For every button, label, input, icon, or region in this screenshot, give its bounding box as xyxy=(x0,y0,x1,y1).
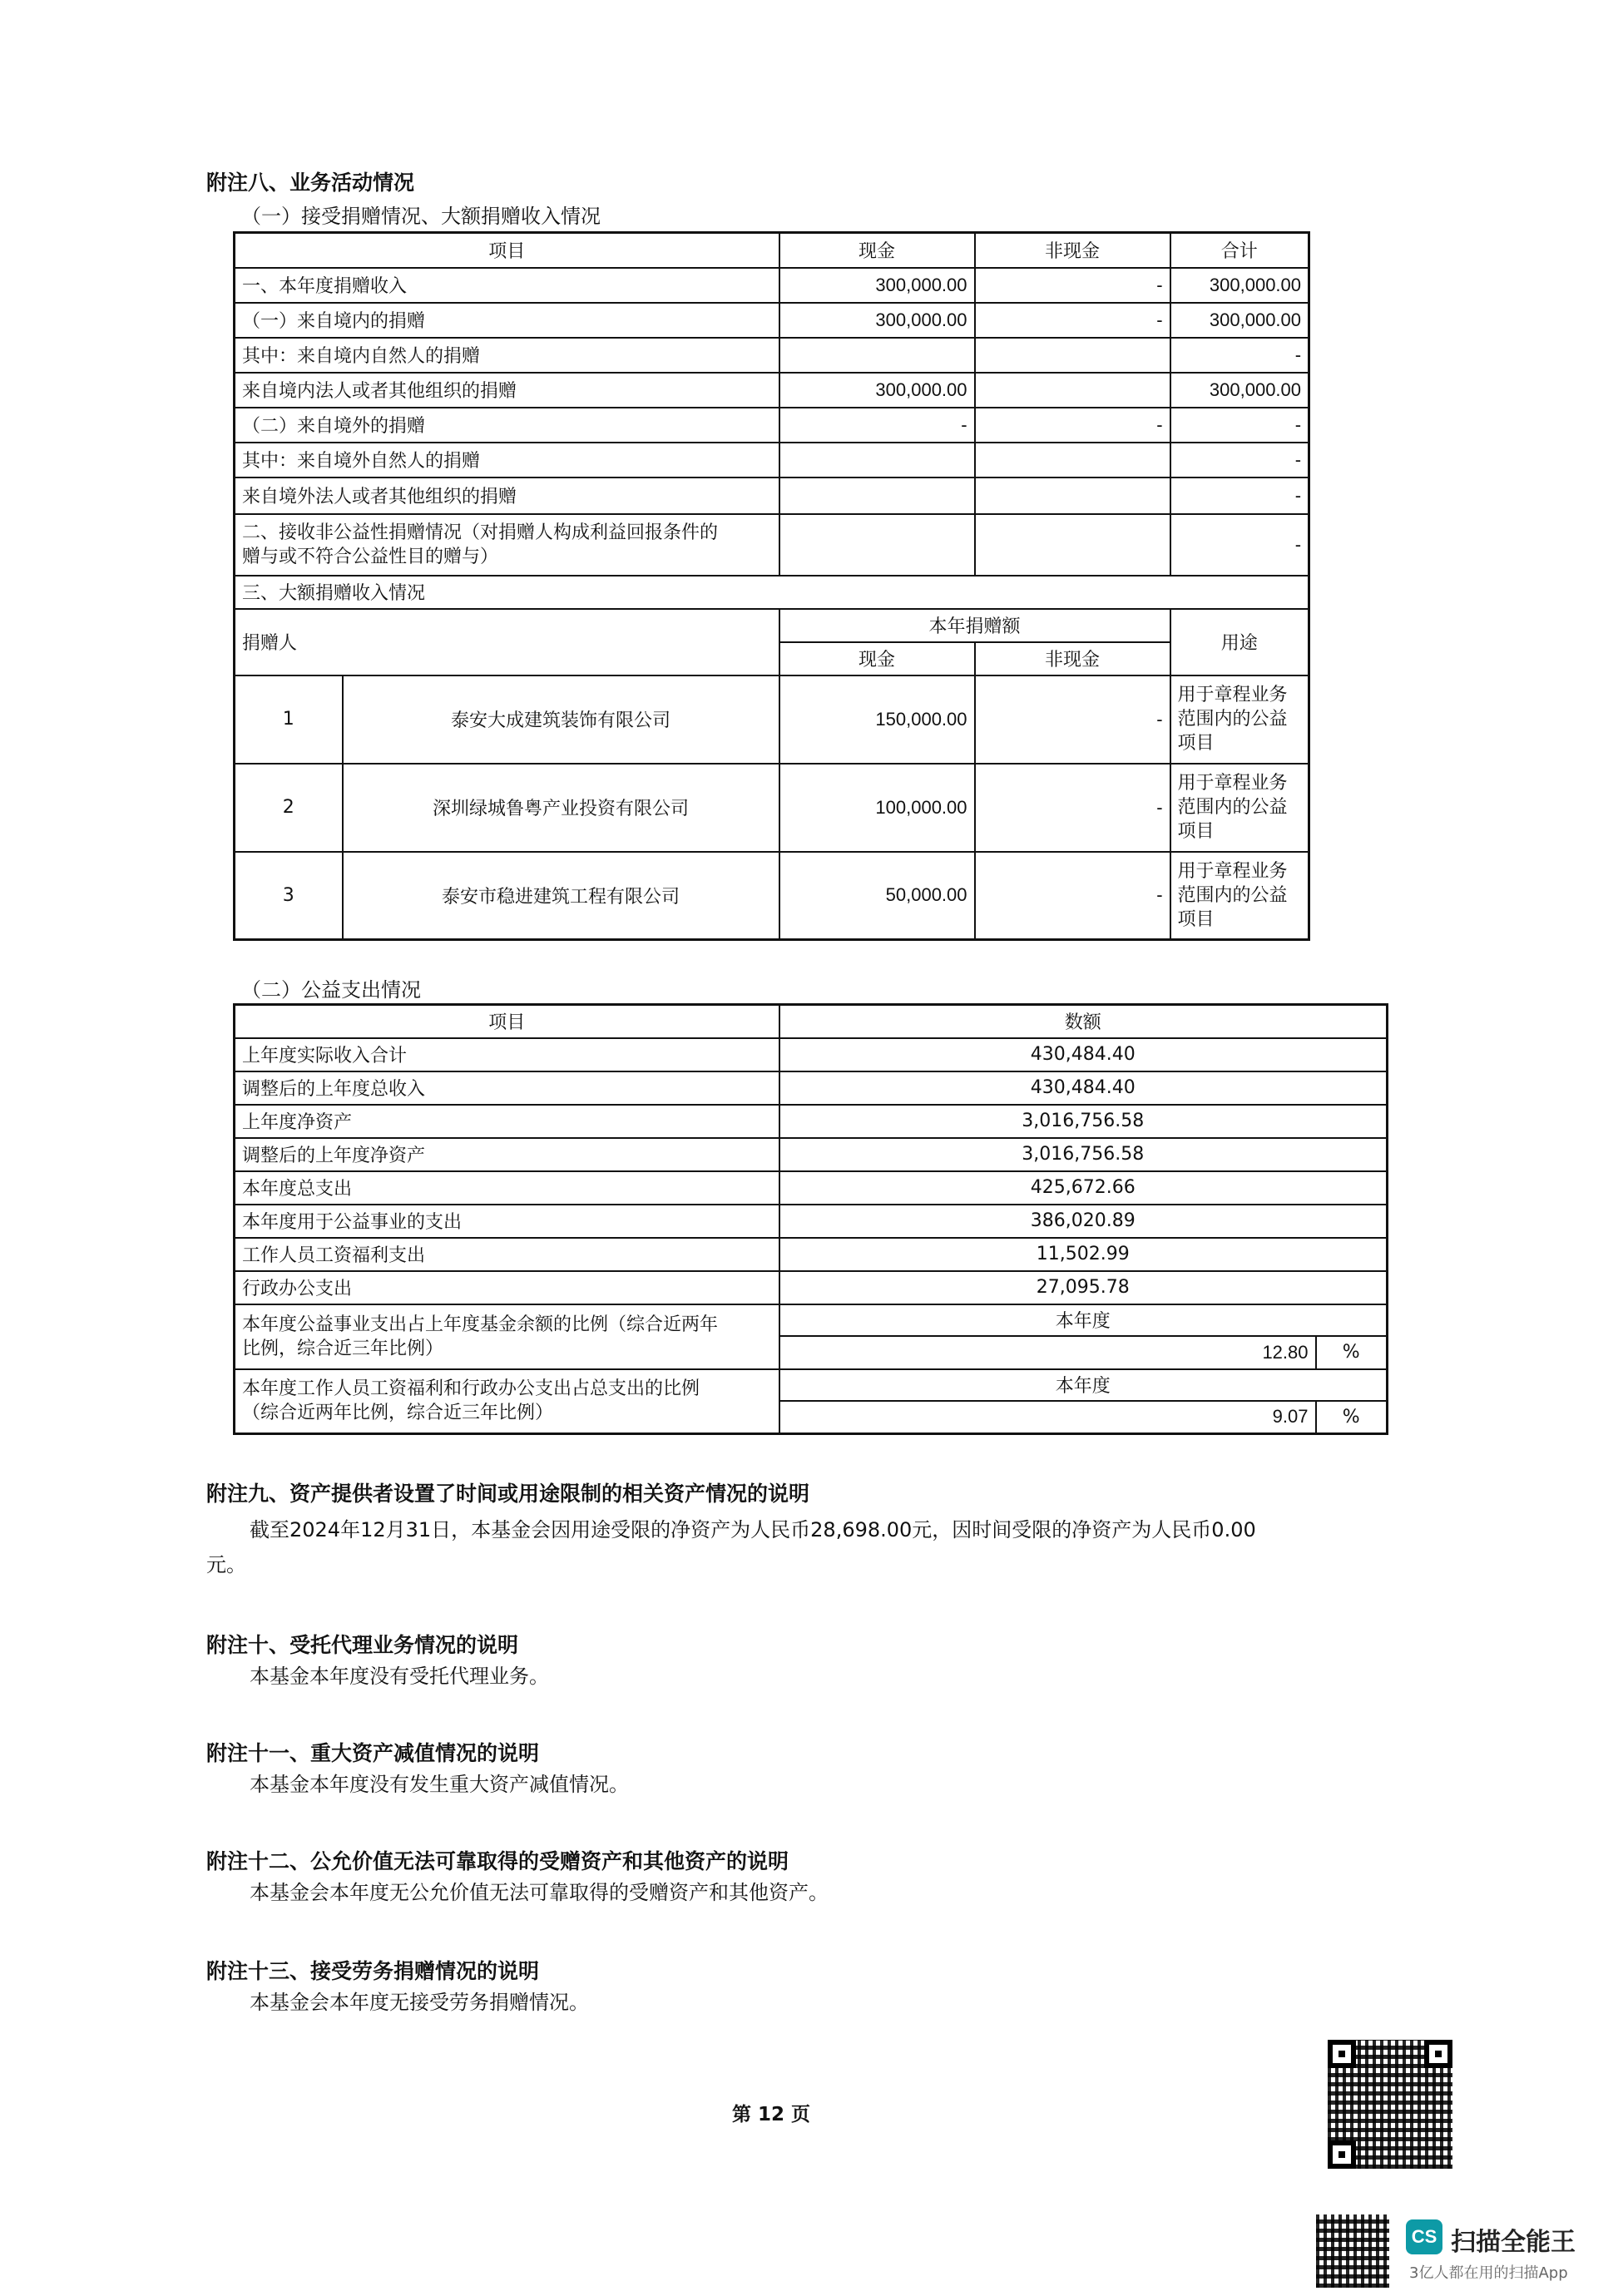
table-row: 一、本年度捐赠收入 300,000.00 - 300,000.00 xyxy=(235,268,1309,303)
qr-finder-icon xyxy=(1328,2140,1356,2169)
table-row: 上年度实际收入合计 430,484.40 xyxy=(235,1038,1388,1071)
note12-body: 本基金会本年度无公允价值无法可靠取得的受赠资产和其他资产。 xyxy=(250,1881,829,1904)
note11-body: 本基金本年度没有发生重大资产减值情况。 xyxy=(250,1773,629,1796)
donor-header: 捐赠人 xyxy=(235,609,779,675)
qr-finder-icon xyxy=(1328,2040,1356,2068)
note10-body: 本基金本年度没有受托代理业务。 xyxy=(250,1665,549,1688)
expenditure-table xyxy=(233,1003,1388,1435)
ratio1-label xyxy=(235,1304,779,1369)
ratio1-year: 本年度 xyxy=(779,1304,1388,1336)
note13-title: 附注十三、接受劳务捐赠情况的说明 xyxy=(206,1959,540,1983)
table-row: 来自境内法人或者其他组织的捐赠 300,000.00 300,000.00 xyxy=(235,373,1309,408)
ratio2-label-line1: 本年度工作人员工资福利和行政办公支出占总支出的比例 xyxy=(242,1378,700,1400)
ratio2-label-line2: （综合近两年比例，综合近三年比例） xyxy=(242,1403,554,1424)
ratio1-label-line1: 本年度公益事业支出占上年度基金余额的比例（综合近两年 xyxy=(242,1314,719,1335)
note9-line1: 截至2024年12月31日，本基金会因用途受限的净资产为人民币28,698.00元，因时间受限的净资产为人民币0.00 xyxy=(250,1518,1256,1541)
table-row: 工作人员工资福利支出 11,502.99 xyxy=(235,1238,1388,1271)
header-noncash: 非现金 xyxy=(975,233,1170,268)
table-row: 本年度用于公益事业的支出 386,020.89 xyxy=(235,1205,1388,1238)
note9-line2: 元。 xyxy=(206,1553,246,1576)
header-total: 合计 xyxy=(1170,233,1309,268)
large-donation-title: 三、大额捐赠收入情况 xyxy=(235,576,1309,609)
ratio2-year: 本年度 xyxy=(779,1369,1388,1401)
nonpublic-label-line1: 二、接收非公益性捐赠情况（对捐赠人构成利益回报条件的 xyxy=(242,522,719,543)
note9-title: 附注九、资产提供者设置了时间或用途限制的相关资产情况的说明 xyxy=(206,1482,810,1506)
nonpublic-label-line2: 赠与或不符合公益性目的赠与） xyxy=(242,546,499,567)
watermark-slogan: 3亿人都在用的扫描App xyxy=(1409,2264,1568,2282)
table-row: （一）来自境内的捐赠 300,000.00 - 300,000.00 xyxy=(235,303,1309,338)
ratio2-label xyxy=(235,1369,779,1434)
note12-title: 附注十二、公允价值无法可靠取得的受赠资产和其他资产的说明 xyxy=(206,1849,789,1873)
note11-title: 附注十一、重大资产减值情况的说明 xyxy=(206,1741,540,1765)
donor-row: 2 深圳绿城鲁粤产业投资有限公司 100,000.00 - 用于章程业务范围内的公益项目 xyxy=(235,764,1309,852)
note13-body: 本基金会本年度无接受劳务捐赠情况。 xyxy=(250,1991,589,2014)
donation-table xyxy=(233,231,1310,941)
watermark-brand: 扫描全能王 xyxy=(1451,2228,1576,2257)
note8-sub1: （一）接受捐赠情况、大额捐赠收入情况 xyxy=(241,205,601,228)
nonpublic-total: - xyxy=(1170,514,1309,576)
table-row: （二）来自境外的捐赠 - - - xyxy=(235,408,1309,443)
donor-cash-header: 现金 xyxy=(779,642,975,675)
header-item: 项目 xyxy=(235,233,779,268)
ratio1-percent: % xyxy=(1316,1336,1388,1369)
page-number: 第 12 页 xyxy=(732,2104,811,2125)
ratio2-percent: % xyxy=(1316,1401,1388,1434)
table-row: 行政办公支出 27,095.78 xyxy=(235,1271,1388,1304)
table-row: 其中：来自境内自然人的捐赠 - xyxy=(235,338,1309,373)
qr-finder-icon xyxy=(1424,2040,1452,2068)
exp-header-item: 项目 xyxy=(235,1005,779,1038)
ratio1-label-line2: 比例，综合近三年比例） xyxy=(242,1338,444,1359)
purpose-header: 用途 xyxy=(1170,609,1309,675)
ratio2-value: 9.07 xyxy=(779,1401,1316,1434)
donor-row: 3 泰安市稳进建筑工程有限公司 50,000.00 - 用于章程业务范围内的公益项目 xyxy=(235,852,1309,940)
nonpublic-row xyxy=(235,514,1309,576)
table-row: 本年度总支出 425,672.66 xyxy=(235,1171,1388,1205)
table-row: 调整后的上年度总收入 430,484.40 xyxy=(235,1071,1388,1105)
note10-title: 附注十、受托代理业务情况的说明 xyxy=(206,1633,519,1657)
ratio1-value: 12.80 xyxy=(779,1336,1316,1369)
exp-header-value: 数额 xyxy=(779,1005,1388,1038)
table-row: 其中：来自境外自然人的捐赠 - xyxy=(235,443,1309,478)
note8-title: 附注八、业务活动情况 xyxy=(206,171,415,195)
table-row: 上年度净资产 3,016,756.58 xyxy=(235,1105,1388,1138)
note8-sub2: （二）公益支出情况 xyxy=(241,978,421,1002)
table-row: 来自境外法人或者其他组织的捐赠 - xyxy=(235,478,1309,514)
table-row: 调整后的上年度净资产 3,016,756.58 xyxy=(235,1138,1388,1171)
cs-logo-icon: CS xyxy=(1406,2219,1442,2254)
header-cash: 现金 xyxy=(779,233,975,268)
donor-noncash-header: 非现金 xyxy=(975,642,1170,675)
amount-header: 本年捐赠额 xyxy=(779,609,1170,642)
watermark-qr xyxy=(1316,2214,1389,2288)
donor-row: 1 泰安大成建筑装饰有限公司 150,000.00 - 用于章程业务范围内的公益项目 xyxy=(235,675,1309,764)
qr-code xyxy=(1328,2040,1452,2169)
